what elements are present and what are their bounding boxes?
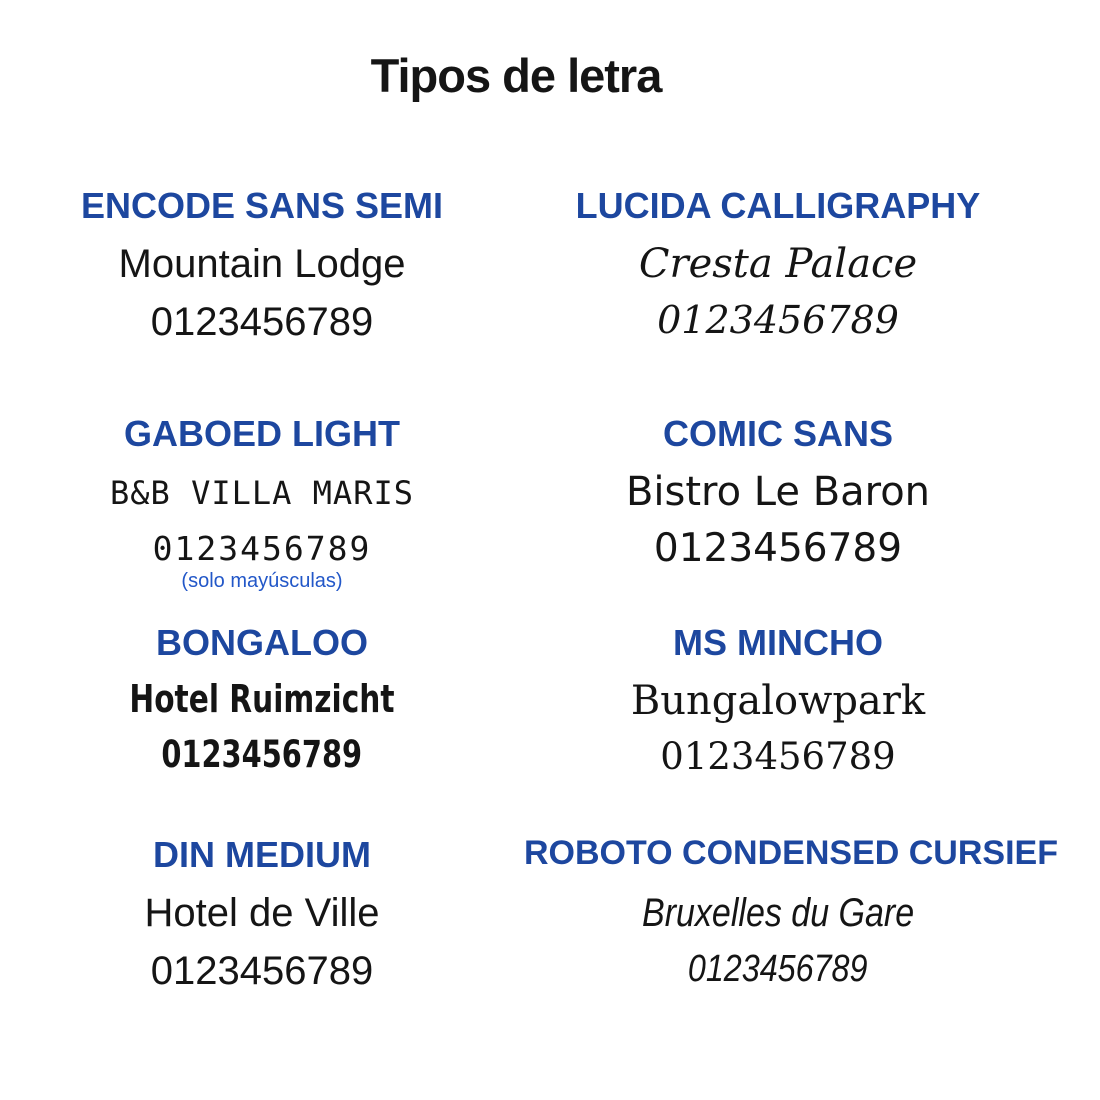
- font-sample-digits: 0123456789: [657, 298, 899, 343]
- font-sample-digits: 0123456789: [150, 949, 374, 994]
- specimen-gaboed-light: [0, 413, 524, 622]
- font-sample-digits: 0123456789: [660, 735, 896, 779]
- font-name: LUCIDA CALLIGRAPHY: [575, 185, 981, 226]
- font-sample-text: B&B VILLA MARIS: [110, 474, 414, 513]
- page-title: Tipos de letra: [370, 49, 662, 102]
- specimen-din-medium: [0, 834, 524, 995]
- font-sample-text: Cresta Palace: [638, 241, 918, 288]
- font-sample-text: Hotel de Ville: [144, 891, 380, 936]
- font-sample-text-inner: Hotel Ruimzicht: [129, 677, 395, 722]
- font-note: (solo mayúsculas): [181, 570, 343, 593]
- font-sample-digits: 0123456789: [152, 528, 372, 568]
- font-sample-digits-inner: 0123456789: [161, 732, 363, 776]
- font-sample-text-inner: Bruxelles du Gare: [641, 891, 915, 936]
- font-sample-digits: [0, 733, 524, 777]
- specimen-ms-mincho: [524, 622, 1032, 834]
- font-sample-digits: [524, 947, 1032, 993]
- specimen-roboto-condensed-cursief: [524, 834, 1058, 995]
- font-name: ENCODE SANS SEMI: [80, 185, 444, 226]
- font-sample-text: [524, 889, 1032, 937]
- specimen-lucida-calligraphy: [524, 185, 1032, 413]
- font-name: COMIC SANS: [662, 413, 893, 454]
- font-sample-text: Bungalowpark: [630, 678, 926, 725]
- specimen-bongaloo: [0, 622, 524, 834]
- specimen-encode-sans-semi: [0, 185, 524, 413]
- font-sample-digits-inner: 0123456789: [688, 948, 868, 991]
- font-sample-digits: 0123456789: [653, 526, 903, 572]
- specimen-grid: [0, 185, 1058, 995]
- font-sample-digits: 0123456789: [150, 300, 374, 345]
- font-sample-text: [0, 677, 524, 723]
- font-sample-text: Bistro Le Baron: [625, 469, 931, 516]
- font-name: BONGALOO: [156, 622, 368, 663]
- font-name: GABOED LIGHT: [124, 413, 400, 454]
- font-sample-text: Mountain Lodge: [118, 242, 406, 287]
- font-name: DIN MEDIUM: [153, 834, 371, 875]
- specimen-comic-sans: [524, 413, 1032, 622]
- font-name: MS MINCHO: [673, 622, 883, 663]
- font-name: ROBOTO CONDENSED CURSIEF: [524, 834, 1058, 872]
